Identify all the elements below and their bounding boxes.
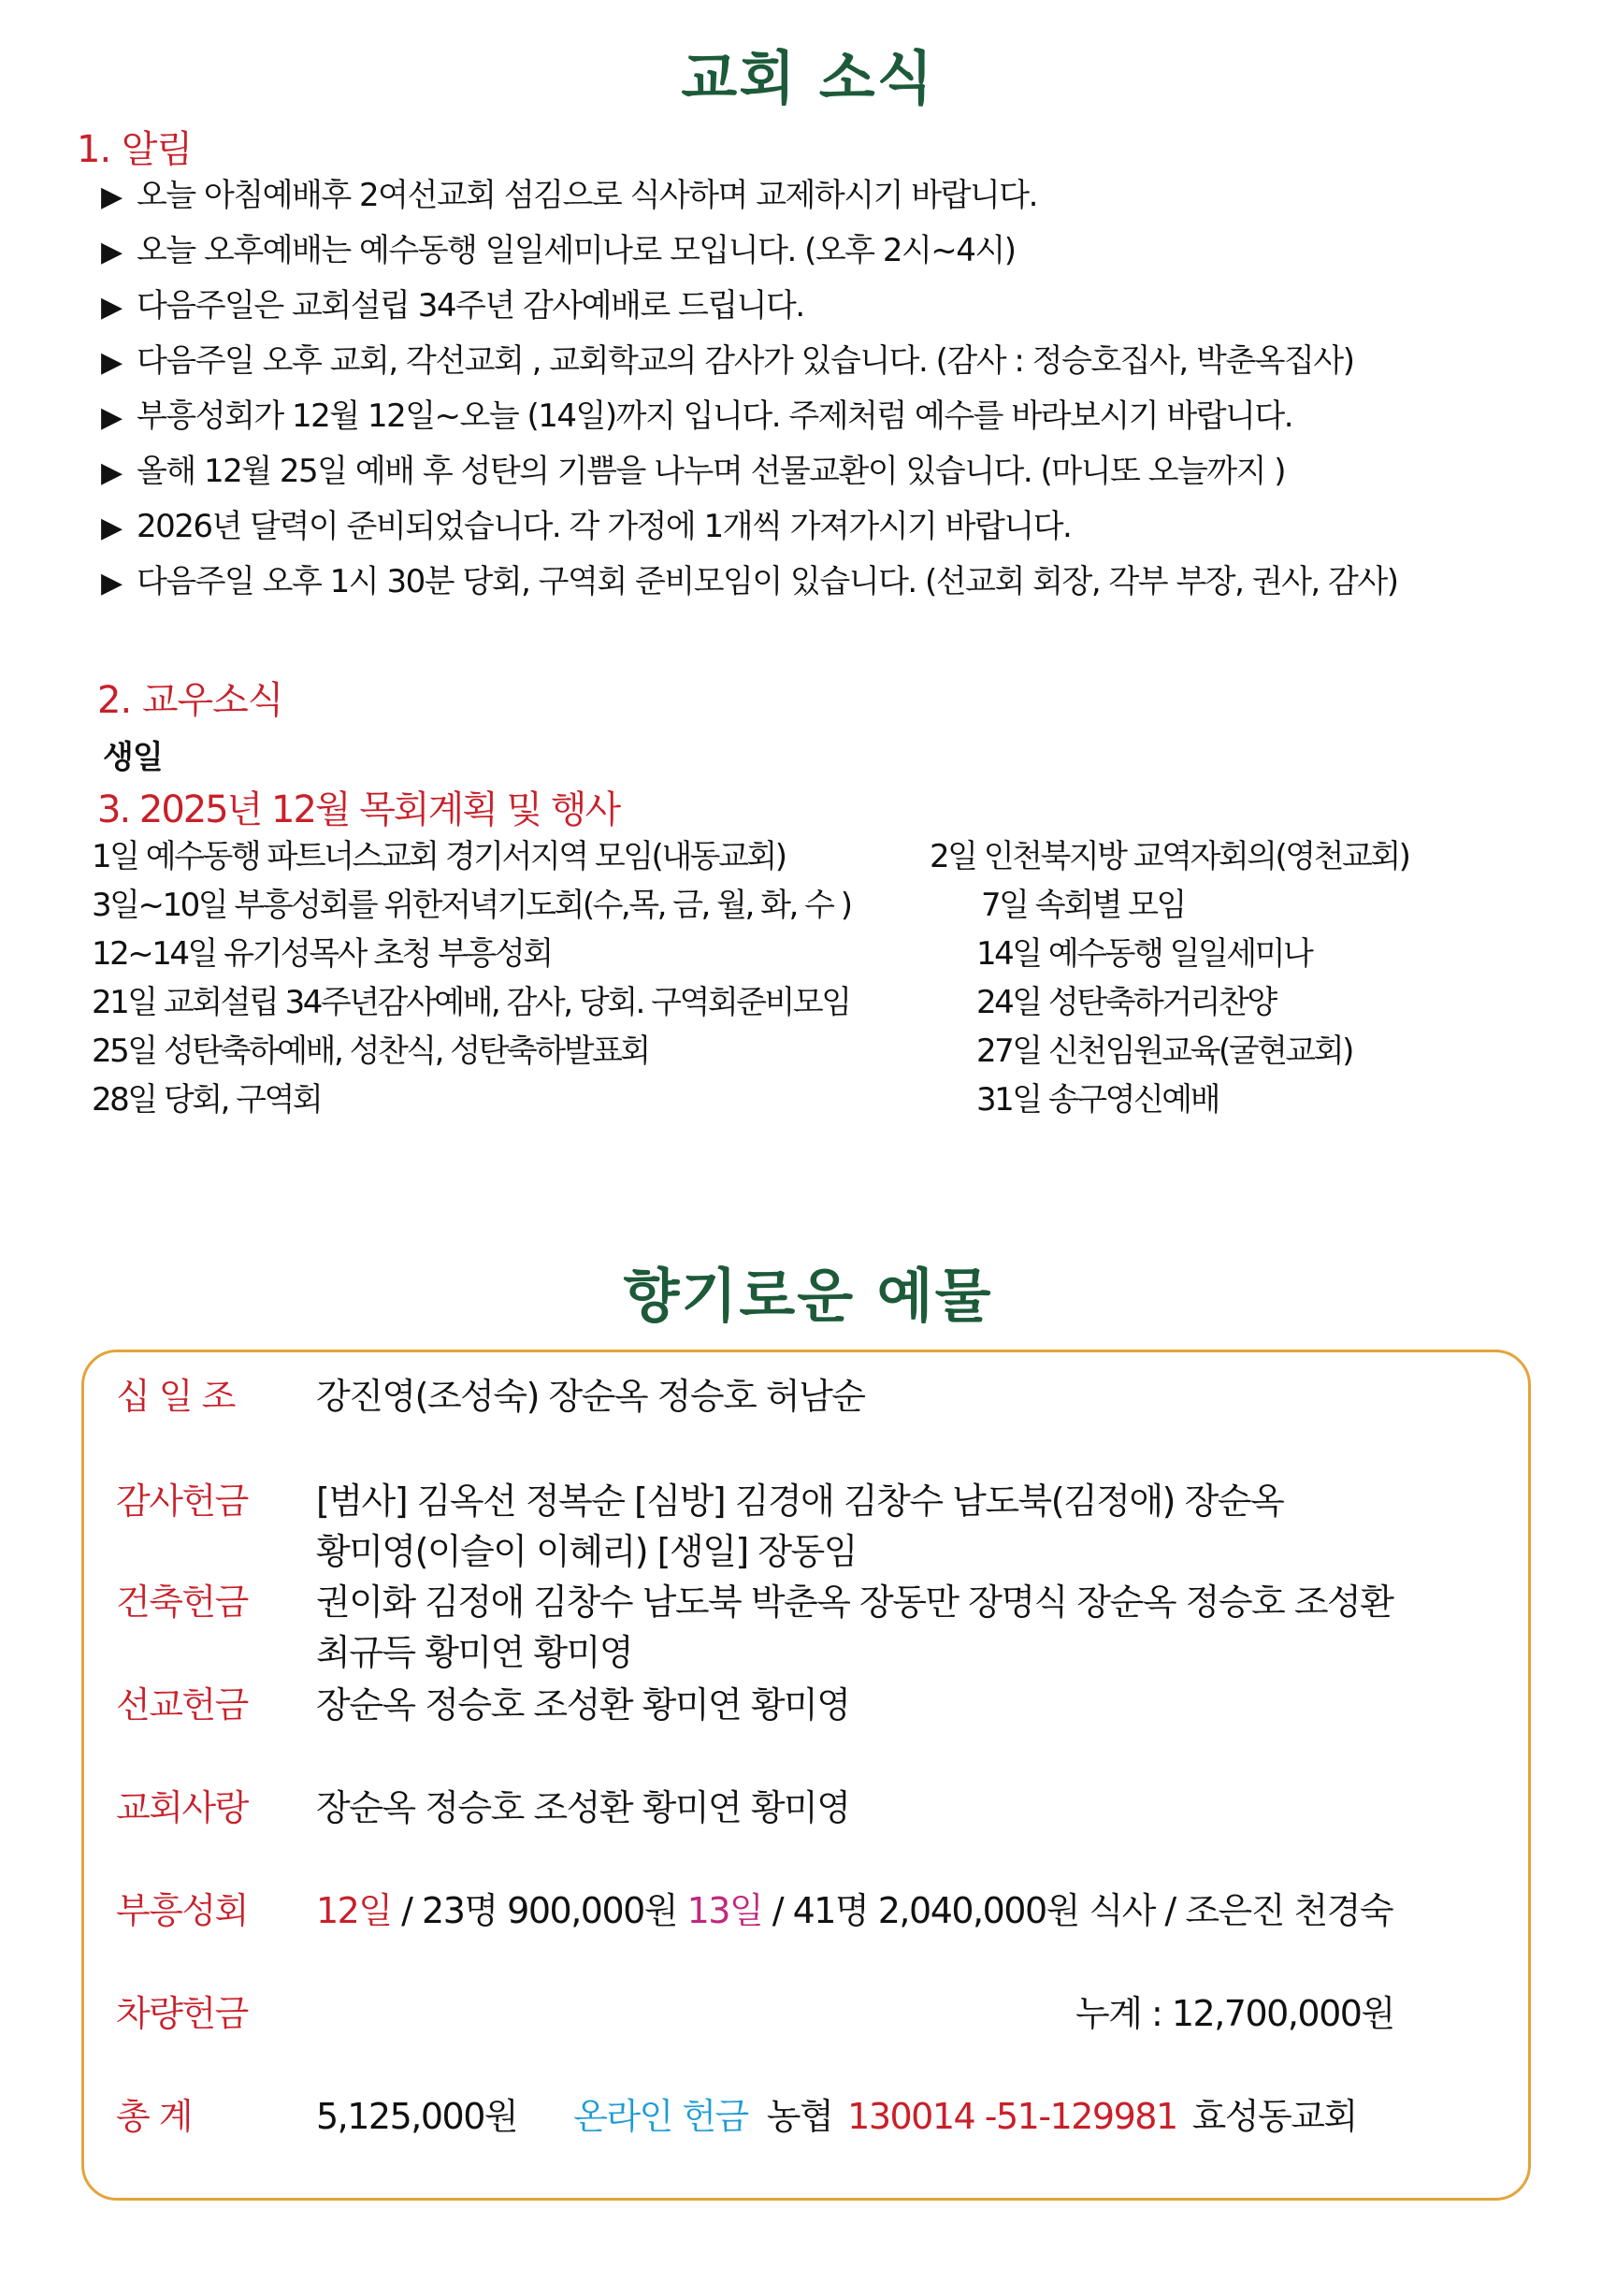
list-item: ▶ 오늘 아침예배후 2여선교회 섬김으로 식사하며 교제하시기 바랍니다.: [101, 168, 1398, 224]
church-news-title: 교회 소식: [681, 44, 935, 112]
schedule-heading: 3. 2025년 12월 목회계획 및 행사: [97, 788, 620, 831]
total-label: 총 계: [116, 2096, 192, 2137]
schedule-right: 2일 인천북지방 교역자회의(영천교회): [930, 838, 1409, 875]
schedule-row: [92, 1076, 1513, 1124]
arrow-bullet-icon: ▶: [101, 456, 122, 489]
schedule-left: 3일~10일 부흥성회를 위한저녁기도회(수,목, 금, 월, 화, 수 ): [92, 887, 851, 924]
church-name: 효성동교회: [1191, 2096, 1357, 2137]
building-names-line2: 최규득 황미연 황미영: [316, 1632, 633, 1673]
tithe-names: 강진영(조성숙) 장순옥 정승호 허남순: [316, 1376, 865, 1417]
arrow-bullet-icon: ▶: [101, 401, 122, 434]
schedule-right: 14일 예수동행 일일세미나: [976, 935, 1312, 973]
list-item: ▶ 다음주일 오후 1시 30분 당회, 구역회 준비모임이 있습니다. (선교회 회장, 각부 부장, 권사, 감사): [101, 555, 1398, 610]
mission-label: 선교헌금: [116, 1684, 248, 1726]
list-item: ▶ 2026년 달력이 준비되었습니다. 각 가정에 1개씩 가져가시기 바랍니다.: [101, 499, 1398, 555]
arrow-bullet-icon: ▶: [101, 291, 122, 324]
birthday-label: 생일: [103, 739, 163, 776]
account-number: 130014 -51-129981: [847, 2096, 1177, 2137]
member-news-heading: 2. 교우소식: [97, 679, 283, 722]
building-label: 건축헌금: [116, 1581, 248, 1623]
online-offering-label: 온라인 헌금: [573, 2096, 748, 2137]
schedule-row: [92, 1027, 1513, 1076]
list-item: ▶ 올해 12월 25일 예배 후 성탄의 기쁨을 나누며 선물교환이 있습니다. (마니또 오늘까지 ): [101, 444, 1398, 499]
notice-list: [101, 168, 1398, 610]
notices-heading: 1. 알림: [77, 128, 193, 171]
thanks-names-line1: [범사] 김옥선 정복순 [심방] 김경애 김창수 남도북(김정애) 장순옥: [316, 1480, 1284, 1522]
schedule-right: 24일 성탄축하거리찬양: [976, 984, 1276, 1021]
building-names-line1: 권이화 김정애 김창수 남도북 박춘옥 장동만 장명식 장순옥 정승호 조성환: [316, 1581, 1393, 1623]
arrow-bullet-icon: ▶: [101, 346, 122, 379]
schedule-left: 28일 당회, 구역회: [92, 1081, 322, 1119]
thanks-label: 감사헌금: [116, 1480, 248, 1522]
revival-label: 부흥성회: [116, 1890, 248, 1931]
list-item: ▶ 오늘 오후예배는 예수동행 일일세미나로 모입니다. (오후 2시~4시): [101, 224, 1398, 279]
schedule-left: 12~14일 유기성목사 초청 부흥성회: [92, 935, 552, 973]
total-amount: 5,125,000원: [316, 2096, 518, 2137]
revival-details: 12일 / 23명 900,000원 13일 / 41명 2,040,000원 식사 / 조은진 천경숙: [316, 1890, 1393, 1931]
schedule-row: [92, 881, 1513, 930]
arrow-bullet-icon: ▶: [101, 181, 122, 213]
schedule-row: [92, 832, 1513, 881]
arrow-bullet-icon: ▶: [101, 236, 122, 268]
schedule-left: 21일 교회설립 34주년감사예배, 감사, 당회. 구역회준비모임: [92, 984, 850, 1021]
schedule-row: [92, 930, 1513, 978]
arrow-bullet-icon: ▶: [101, 567, 122, 599]
schedule-left: 25일 성탄축하예배, 성찬식, 성탄축하발표회: [92, 1032, 649, 1070]
tithe-label: 십 일 조: [116, 1376, 235, 1417]
total-details: [316, 2091, 1357, 2142]
church-love-names: 장순옥 정승호 조성환 황미연 황미영: [316, 1787, 850, 1828]
mission-names: 장순옥 정승호 조성환 황미연 황미영: [316, 1684, 850, 1726]
vehicle-label: 차량헌금: [116, 1993, 248, 2034]
cumulative-total: 누계 : 12,700,000원: [1075, 1993, 1394, 2034]
revival-day1: 12일: [316, 1890, 392, 1931]
list-item: ▶ 다음주일은 교회설립 34주년 감사예배로 드립니다.: [101, 279, 1398, 334]
schedule-table: [92, 832, 1513, 1124]
schedule-right: 31일 송구영신예배: [976, 1081, 1219, 1119]
offerings-title: 향기로운 예물: [623, 1262, 993, 1330]
schedule-right: 7일 속회별 모임: [981, 887, 1185, 924]
arrow-bullet-icon: ▶: [101, 512, 122, 544]
list-item: ▶ 부흥성회가 12월 12일~오늘 (14일)까지 입니다. 주제처럼 예수를 바라보시기 바랍니다.: [101, 389, 1398, 444]
bank-name: 농협: [766, 2096, 833, 2137]
thanks-names-line2: 황미영(이슬이 이혜리) [생일] 장동임: [316, 1531, 857, 1572]
schedule-left: 1일 예수동행 파트너스교회 경기서지역 모임(내동교회): [92, 838, 786, 875]
list-item: ▶ 다음주일 오후 교회, 각선교회 , 교회학교의 감사가 있습니다. (감사 : 정승호집사, 박춘옥집사): [101, 334, 1398, 389]
schedule-row: [92, 978, 1513, 1027]
church-love-label: 교회사랑: [116, 1787, 248, 1828]
revival-day2: 13일: [686, 1890, 763, 1931]
schedule-right: 27일 신천임원교육(굴현교회): [976, 1032, 1352, 1070]
